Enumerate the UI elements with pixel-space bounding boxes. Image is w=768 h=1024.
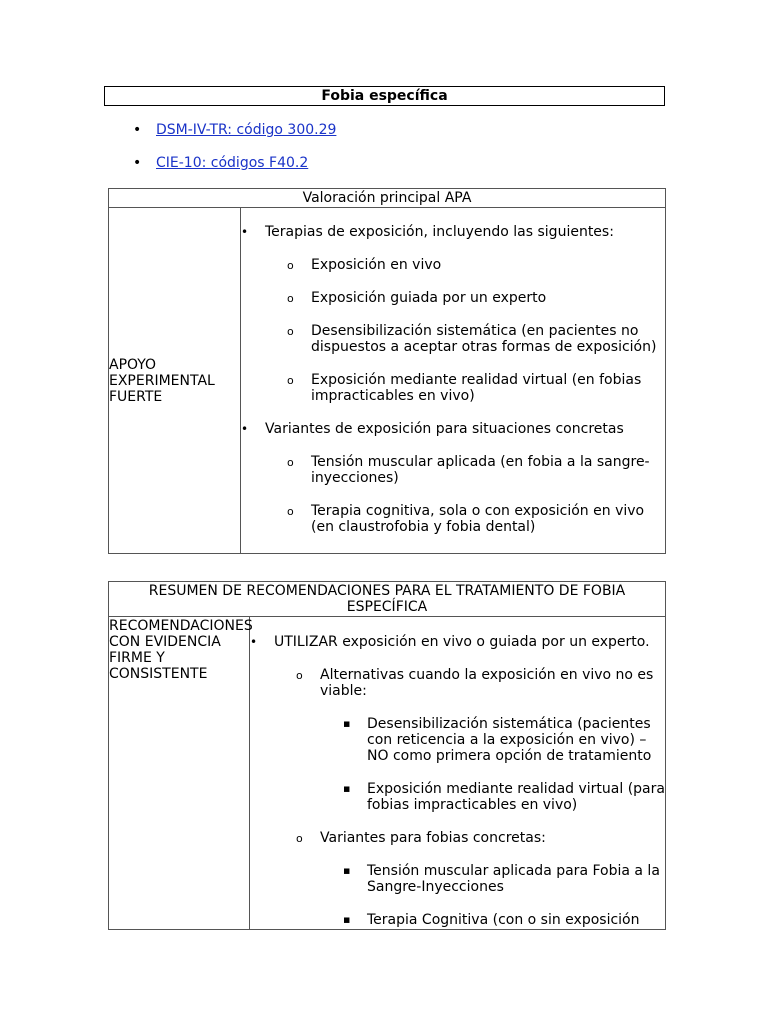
apa-table-header: Valoración principal APA <box>109 189 666 208</box>
square-bullet-icon: ▪ <box>343 717 351 730</box>
list-item <box>133 120 336 153</box>
list-item: o Exposición en vivo <box>287 257 442 273</box>
list-item: ▪ Exposición mediante realidad virtual (para fobias impracticables en vivo) <box>343 781 665 813</box>
list-item: o Exposición guiada por un experto <box>287 290 547 306</box>
bullet-icon: o <box>287 292 294 305</box>
bullet-icon: o <box>287 505 294 518</box>
list-item: • Terapias de exposición, incluyendo las siguientes: <box>241 224 614 240</box>
list-item: o Exposición mediante realidad virtual (en fobias impracticables en vivo) <box>287 372 642 404</box>
list-item: o Terapia cognitiva, sola o con exposición en vivo (en claustrofobia y fobia dental) <box>287 503 645 535</box>
bullet-icon: o <box>296 832 303 845</box>
bullet-icon: o <box>287 259 294 272</box>
list-item: • UTILIZAR exposición en vivo o guiada por un experto. <box>250 634 650 650</box>
apa-table-content <box>241 208 666 554</box>
bullet-icon: o <box>287 374 294 387</box>
dsm-link[interactable]: DSM-IV-TR: código 300.29 <box>156 122 337 138</box>
list-item: • Variantes de exposición para situaciones concretas <box>241 421 624 437</box>
bullet-icon: o <box>287 456 294 469</box>
summary-table-header: RESUMEN DE RECOMENDACIONES PARA EL TRATAMIENTO DE FOBIA ESPECÍFICA <box>109 582 666 617</box>
square-bullet-icon: ▪ <box>343 782 351 795</box>
bullet-icon: • <box>250 635 258 649</box>
apa-table <box>108 188 666 554</box>
cie-link[interactable]: CIE-10: códigos F40.2 <box>156 155 309 171</box>
list-item: ▪ Tensión muscular aplicada para Fobia a la Sangre-Inyecciones <box>343 863 660 895</box>
list-item: o Desensibilización sistemática (en pacientes no dispuestos a aceptar otras formas de exposición) <box>287 323 657 355</box>
list-item <box>133 153 336 186</box>
evidence-level-label: APOYO EXPERIMENTAL FUERTE <box>109 208 241 554</box>
square-bullet-icon: ▪ <box>343 864 351 877</box>
bullet-icon: o <box>296 669 303 682</box>
list-item: o Alternativas cuando la exposición en vivo no es viable: <box>296 667 654 699</box>
bullet-icon: • <box>241 225 249 239</box>
bullet-icon: o <box>287 325 294 338</box>
bullet-icon: • <box>133 155 142 171</box>
bullet-icon: • <box>241 422 249 436</box>
document-title: Fobia específica <box>104 86 665 106</box>
list-item: ▪ Desensibilización sistemática (pacientes con reticencia a la exposición en vivo) – NO como primera opción de tratamiento <box>343 716 652 764</box>
summary-table-content <box>250 617 666 930</box>
square-bullet-icon: ▪ <box>343 913 351 926</box>
bullet-icon: • <box>133 122 142 138</box>
list-item: o Variantes para fobias concretas: <box>296 830 546 846</box>
list-item: o Tensión muscular aplicada (en fobia a la sangre-inyecciones) <box>287 454 650 486</box>
recommendation-label: RECOMENDACIONES CON EVIDENCIA FIRME Y CONSISTENTE <box>109 617 250 930</box>
list-item: ▪ Terapia Cognitiva (con o sin exposición <box>343 912 640 928</box>
summary-table <box>108 581 666 930</box>
reference-links <box>133 120 336 186</box>
